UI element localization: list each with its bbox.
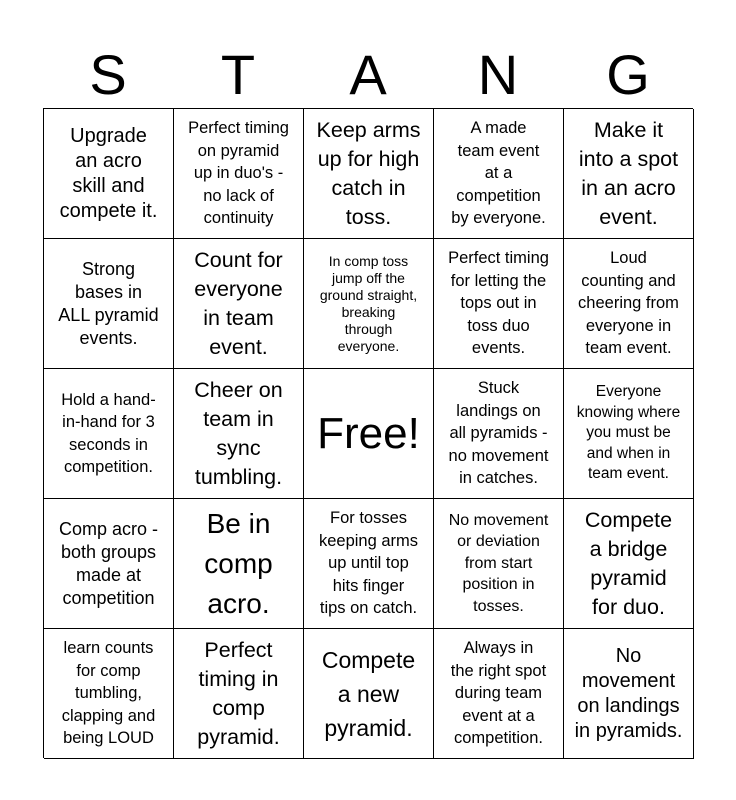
cell-text: Be in comp acro. xyxy=(204,507,273,619)
cell-text: Hold a hand- in-hand for 3 seconds in competition. xyxy=(61,390,156,476)
cell-text: Strong bases in ALL pyramid events. xyxy=(58,258,159,348)
cell-text: Keep arms up for high catch in toss. xyxy=(316,117,421,229)
header-letter-g: G xyxy=(606,43,650,106)
cell-text: Cheer on team in sync tumbling. xyxy=(194,377,283,489)
cell-text: Make it into a spot in an acro event. xyxy=(578,117,679,229)
bingo-cell[interactable] xyxy=(434,629,564,759)
bingo-cell[interactable] xyxy=(304,239,434,369)
cell-text: learn counts for comp tumbling, clapping and being LOUD xyxy=(61,639,156,748)
bingo-cell[interactable] xyxy=(434,109,564,239)
bingo-cell[interactable] xyxy=(44,109,174,239)
cell-text: No movement on landings in pyramids. xyxy=(574,644,683,742)
bingo-cell[interactable] xyxy=(564,109,694,239)
bingo-cell[interactable] xyxy=(564,369,694,499)
bingo-cell[interactable] xyxy=(174,499,304,629)
free-space-text: Free! xyxy=(317,408,420,458)
bingo-header xyxy=(43,42,693,108)
cell-text: Comp acro - both groups made at competition xyxy=(58,518,159,608)
bingo-cell[interactable] xyxy=(304,499,434,629)
cell-text: Everyone knowing where you must be and when in team event. xyxy=(576,383,681,483)
bingo-cell[interactable] xyxy=(174,109,304,239)
cell-text: In comp toss jump off the ground straight, breaking through everyone. xyxy=(319,252,418,354)
bingo-cell[interactable] xyxy=(44,239,174,369)
cell-text: No movement or deviation from start position in tosses. xyxy=(448,511,549,615)
header-letter-a: A xyxy=(349,43,387,106)
bingo-cell[interactable] xyxy=(44,369,174,499)
bingo-cell[interactable] xyxy=(304,629,434,759)
cell-text: For tosses keeping arms up until top hits finger tips on catch. xyxy=(318,509,419,618)
bingo-grid xyxy=(43,108,693,758)
cell-text: Stuck landings on all pyramids - no movement in catches. xyxy=(448,379,549,488)
bingo-cell[interactable] xyxy=(564,629,694,759)
bingo-cell[interactable] xyxy=(564,499,694,629)
bingo-cell[interactable] xyxy=(434,369,564,499)
bingo-cell[interactable] xyxy=(174,369,304,499)
bingo-cell[interactable] xyxy=(304,109,434,239)
cell-text: Compete a new pyramid. xyxy=(321,646,416,741)
header-letter-s: S xyxy=(89,43,127,106)
cell-text: Always in the right spot during team event at a competition. xyxy=(450,639,547,748)
bingo-cell[interactable] xyxy=(434,239,564,369)
bingo-cell[interactable] xyxy=(174,239,304,369)
cell-text: Perfect timing in comp pyramid. xyxy=(197,637,280,749)
cell-text: A made team event at a competition by everyone. xyxy=(451,119,546,228)
bingo-cell[interactable] xyxy=(434,499,564,629)
cell-text: Perfect timing for letting the tops out in toss duo events. xyxy=(448,249,549,358)
bingo-cell[interactable] xyxy=(174,629,304,759)
cell-text: Compete a bridge pyramid for duo. xyxy=(584,507,673,619)
header-letter-n: N xyxy=(477,43,519,106)
cell-text: Perfect timing on pyramid up in duo's - no lack of continuity xyxy=(188,119,289,228)
free-space[interactable] xyxy=(304,369,434,499)
bingo-cell[interactable] xyxy=(44,499,174,629)
cell-text: Loud counting and cheering from everyone in team event. xyxy=(578,249,679,358)
bingo-cell[interactable] xyxy=(564,239,694,369)
cell-text: Upgrade an acro skill and compete it. xyxy=(59,124,158,222)
bingo-cell[interactable] xyxy=(44,629,174,759)
header-letter-t: T xyxy=(220,43,256,106)
cell-text: Count for everyone in team event. xyxy=(194,247,283,359)
